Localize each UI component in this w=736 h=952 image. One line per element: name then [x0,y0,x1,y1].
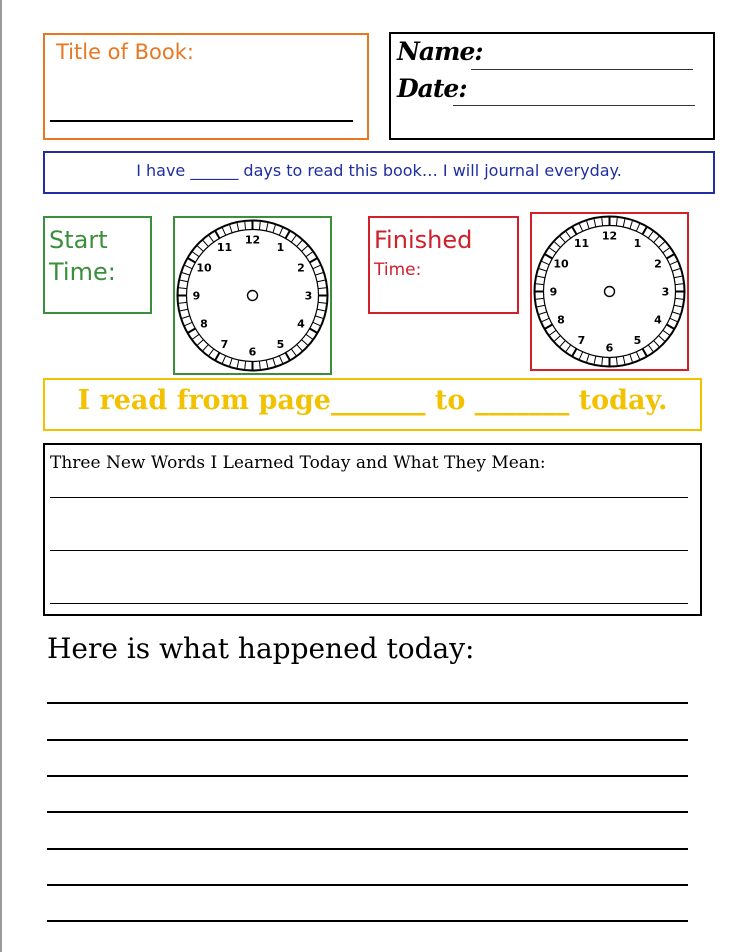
clock-number: 1 [633,237,642,251]
days-banner-text: I have ______ days to read this book… I will journal everyday. [136,161,622,180]
start-clock-face[interactable] [175,218,330,373]
clock-tick [566,345,571,351]
clock-number: 12 [601,229,618,243]
clock-tick [550,330,556,335]
clock-tick [674,276,682,278]
clock-tick [188,258,196,263]
clock-tick [579,352,582,359]
clock-tick [566,232,571,238]
clock-tick [279,228,282,235]
clock-tick [313,322,320,325]
clock-tick [315,273,323,275]
clock-tick [636,352,639,359]
clock-number: 7 [577,333,586,347]
clock-tick [310,258,318,263]
clock-number: 11 [573,237,590,251]
clock-tick [672,269,680,271]
start-time-title-line1: Start [49,226,108,254]
clock-tick [182,316,190,318]
start-time-box [43,216,152,314]
clock-number: 11 [216,241,233,255]
clock-center [248,291,258,301]
clock-tick [572,349,577,357]
clock-tick [291,236,296,242]
clock-number: 6 [605,341,614,355]
clock-tick [273,358,275,366]
clock-tick [230,225,232,233]
new-words-box [43,443,702,616]
clock-tick [675,298,683,299]
page-edge [0,0,2,952]
clock-tick [315,316,323,318]
clock-tick [179,288,187,289]
clock-tick [539,269,547,271]
title-of-book-box [43,33,369,140]
clock-number: 9 [549,285,558,299]
clock-tick [654,237,659,243]
writing-line-7[interactable] [47,920,688,922]
date-label: Date: [397,74,467,103]
clock-number: 10 [553,257,569,271]
clock-tick [180,309,188,311]
clock-tick [675,284,683,285]
clock-tick [310,329,318,334]
clock-tick [198,340,204,345]
clock-tick [180,280,188,282]
clock-tick [663,330,669,335]
clock-tick [291,349,296,355]
clock-number: 8 [200,317,208,331]
clock-tick [542,318,549,321]
clock-tick [297,345,302,351]
clock-tick [286,231,291,239]
clock-tick [667,325,675,330]
clock-tick [636,224,639,231]
new-word-line-3[interactable] [50,603,688,604]
name-date-box [389,32,715,140]
clock-number: 3 [304,289,313,303]
clock-tick [616,218,617,226]
clock-tick [222,228,225,235]
name-line[interactable] [471,69,693,70]
clock-tick [659,336,665,341]
finish-time-subtitle: Time: [374,260,422,280]
clock-tick [203,345,208,351]
clock-tick [317,280,325,282]
clock-tick [273,225,275,233]
clock-tick [560,237,565,243]
clock-number: 6 [248,345,257,359]
clock-tick [539,312,547,314]
pages-read-banner [43,378,702,431]
new-word-line-1[interactable] [50,497,688,498]
clock-tick [572,227,577,235]
pages-read-text: I read from page_______ to _______ today. [77,385,668,416]
clock-tick [188,329,196,334]
clock-tick [245,222,246,230]
clock-tick [623,356,625,364]
clock-tick [537,276,545,278]
clock-tick [663,248,669,253]
clock-number: 4 [297,317,305,331]
clock-tick [318,302,326,303]
clock-tick [672,312,680,314]
clock-tick [259,222,260,230]
clock-tick [302,246,308,251]
clock-tick [185,322,192,325]
finish-clock-face[interactable] [532,214,687,369]
clock-number: 7 [220,337,229,351]
clock-tick [215,231,220,239]
clock-tick [542,261,549,264]
clock-tick [182,273,190,275]
start-clock-box [173,216,332,375]
clock-tick [306,334,312,339]
clock-tick [587,221,589,229]
clock-tick [550,248,556,253]
start-time-title-line2: Time: [49,258,116,287]
days-banner [43,151,715,194]
clock-tick [670,261,677,264]
clock-tick [237,223,239,231]
clock-tick [667,254,675,259]
clock-tick [279,356,282,363]
clock-tick [630,354,632,362]
clock-tick [602,218,603,226]
clock-tick [537,305,545,307]
clock-tick [643,349,648,357]
clock-center [605,287,615,297]
clock-tick [555,242,561,247]
clock-tick [209,236,214,242]
writing-line-4[interactable] [47,811,688,813]
start-time-title [49,224,116,289]
clock-tick [193,252,199,257]
clock-tick [215,353,220,361]
clock-tick [193,334,199,339]
clock-number: 4 [654,313,662,327]
clock-tick [579,224,582,231]
clock-tick [659,242,665,247]
clock-number: 2 [297,261,305,275]
new-words-heading: Three New Words I Learned Today and What They Mean: [50,453,546,473]
clock-tick [266,223,268,231]
clock-number: 5 [633,333,642,347]
clock-tick [286,353,291,361]
clock-tick [654,341,659,347]
clock-tick [179,302,187,303]
clock-tick [318,288,326,289]
writing-line-1[interactable] [47,702,688,704]
writing-line-3[interactable] [47,775,688,777]
clock-tick [302,340,308,345]
clock-tick [245,361,246,369]
clock-tick [555,336,561,341]
clock-number: 5 [276,337,285,351]
clock-tick [648,232,653,238]
clock-number: 8 [557,313,565,327]
finish-time-box [368,216,519,314]
clock-tick [616,357,617,365]
clock-tick [536,298,544,299]
clock-number: 3 [661,285,670,299]
clock-tick [203,241,208,247]
clock-tick [266,360,268,368]
clock-tick [237,360,239,368]
finish-time-title: Finished [374,226,473,254]
writing-line-5[interactable] [47,848,688,850]
new-word-line-2[interactable] [50,550,688,551]
clock-tick [630,221,632,229]
clock-number: 12 [244,233,261,247]
clock-tick [560,341,565,347]
name-label: Name: [397,37,483,66]
clock-tick [536,284,544,285]
clock-tick [648,345,653,351]
clock-tick [306,252,312,257]
clock-tick [297,241,302,247]
clock-tick [545,325,553,330]
what-happened-heading: Here is what happened today: [47,632,475,665]
title-of-book-label: Title of Book: [56,40,194,64]
title-of-book-line[interactable] [50,120,353,122]
clock-tick [198,246,204,251]
clock-tick [313,265,320,268]
clock-number: 9 [192,289,201,303]
clock-tick [623,219,625,227]
writing-line-2[interactable] [47,739,688,741]
clock-tick [185,265,192,268]
clock-tick [594,219,596,227]
clock-number: 1 [276,241,285,255]
clock-tick [602,357,603,365]
clock-tick [587,354,589,362]
finish-clock-box [530,212,689,371]
clock-tick [222,356,225,363]
clock-tick [209,349,214,355]
clock-tick [230,358,232,366]
date-line[interactable] [453,105,695,106]
clock-number: 10 [196,261,212,275]
clock-number: 2 [654,257,662,271]
clock-tick [670,318,677,321]
clock-tick [259,361,260,369]
writing-line-6[interactable] [47,884,688,886]
clock-tick [643,227,648,235]
clock-tick [545,254,553,259]
clock-tick [317,309,325,311]
clock-tick [674,305,682,307]
clock-tick [594,356,596,364]
